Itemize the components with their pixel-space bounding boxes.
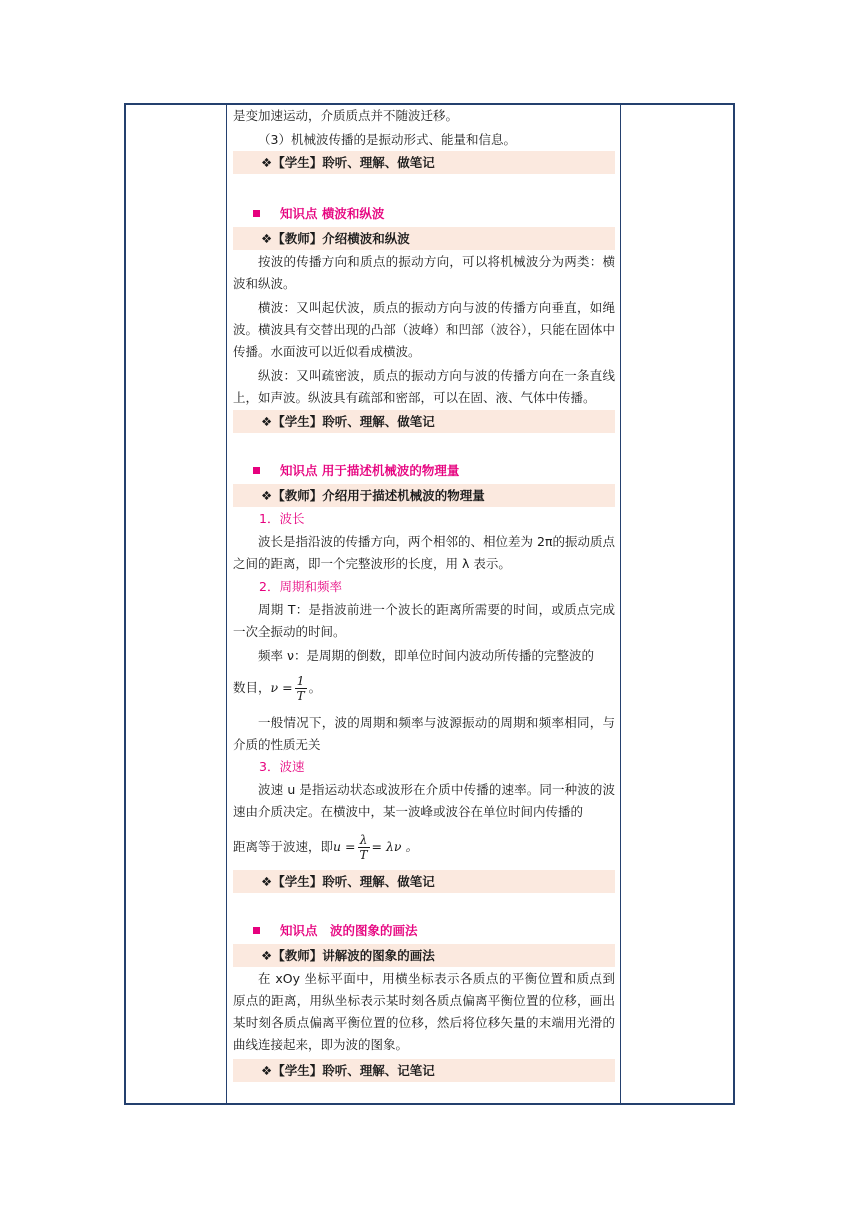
student-note-3: ❖【学生】聆听、理解、做笔记 (233, 870, 615, 893)
teacher-note-1: ❖【教师】介绍横波和纵波 (233, 227, 615, 250)
knowledge-point-title-1: 知识点 横波和纵波 (253, 203, 384, 225)
paragraph-intro-continued: 是变加速运动，介质质点并不随波迁移。 (233, 108, 459, 123)
student-note-2: ❖【学生】聆听、理解、做笔记 (233, 410, 615, 433)
knowledge-point-title-3: 知识点 波的图象的画法 (253, 920, 418, 942)
teacher-note-3: ❖【教师】讲解波的图象的画法 (233, 944, 615, 967)
paragraph-wave-types: 按波的传播方向和质点的振动方向，可以将机械波分为两类：横波和纵波。 (233, 254, 615, 291)
subheading-wavelength: 1．波长 (259, 511, 305, 526)
teacher-note-2: ❖【教师】介绍用于描述机械波的物理量 (233, 484, 615, 507)
column-divider-left (226, 105, 227, 1103)
lesson-table (124, 103, 735, 1105)
paragraph-longitudinal-wave: 纵波：又叫疏密波，质点的振动方向与波的传播方向在一条直线上，如声波。纵波具有疏部和密部，可以在固、液、气体中传播。 (233, 368, 615, 405)
subheading-period-frequency: 2．周期和频率 (259, 579, 342, 594)
paragraph-wave-graph: 在 xOy 坐标平面中，用横坐标表示各质点的平衡位置和质点到原点的距离，用纵坐标表示某时刻各质点偏离平衡位置的位移，画出某时刻各质点偏离平衡位置的位移，然后将位移矢量的末端用光滑的曲线连接起来，即为波的图象。 (233, 971, 615, 1052)
paragraph-intro-3: （3）机械波传播的是振动形式、能量和信息。 (258, 132, 516, 147)
frequency-fraction: $\frac{1}{T}$ (296, 674, 305, 703)
square-bullet-icon (253, 927, 260, 934)
student-note-1: ❖【学生】聆听、理解、做笔记 (233, 151, 615, 174)
knowledge-point-title-2: 知识点 用于描述机械波的物理量 (253, 460, 459, 482)
wave-speed-fraction: $\frac{\lambda}{T}$ (359, 833, 368, 862)
paragraph-frequency: 频率 ν：是周期的倒数，即单位时间内波动所传播的完整波的 (258, 648, 594, 663)
paragraph-wavelength: 波长是指沿波的传播方向，两个相邻的、相位差为 2π的振动质点之间的距离，即一个完整波形的长度，用 λ 表示。 (233, 534, 615, 571)
paragraph-general: 一般情况下，波的周期和频率与波源振动的周期和频率相同，与介质的性质无关 (233, 715, 615, 752)
subheading-wave-speed: 3．波速 (259, 759, 305, 774)
frequency-formula-line: 数目，ν = $\frac{1}{T}$ 。 (233, 674, 322, 703)
paragraph-period: 周期 T：是指波前进一个波长的距离所需要的时间，或质点完成一次全振动的时间。 (233, 602, 615, 639)
column-divider-right (620, 105, 621, 1103)
wave-speed-formula-line: 距离等于波速，即u = $\frac{\lambda}{T}$ = λν 。 (233, 833, 418, 862)
paragraph-transverse-wave: 横波：又叫起伏波，质点的振动方向与波的传播方向垂直，如绳波。横波具有交替出现的凸部（波峰）和凹部（波谷），只能在固体中传播。水面波可以近似看成横波。 (233, 300, 615, 359)
square-bullet-icon (253, 210, 260, 217)
square-bullet-icon (253, 467, 260, 474)
student-note-4: ❖【学生】聆听、理解、记笔记 (233, 1059, 615, 1082)
paragraph-wave-speed: 波速 u 是指运动状态或波形在介质中传播的速率。同一种波的波速由介质决定。在横波中，某一波峰或波谷在单位时间内传播的 (233, 782, 615, 819)
